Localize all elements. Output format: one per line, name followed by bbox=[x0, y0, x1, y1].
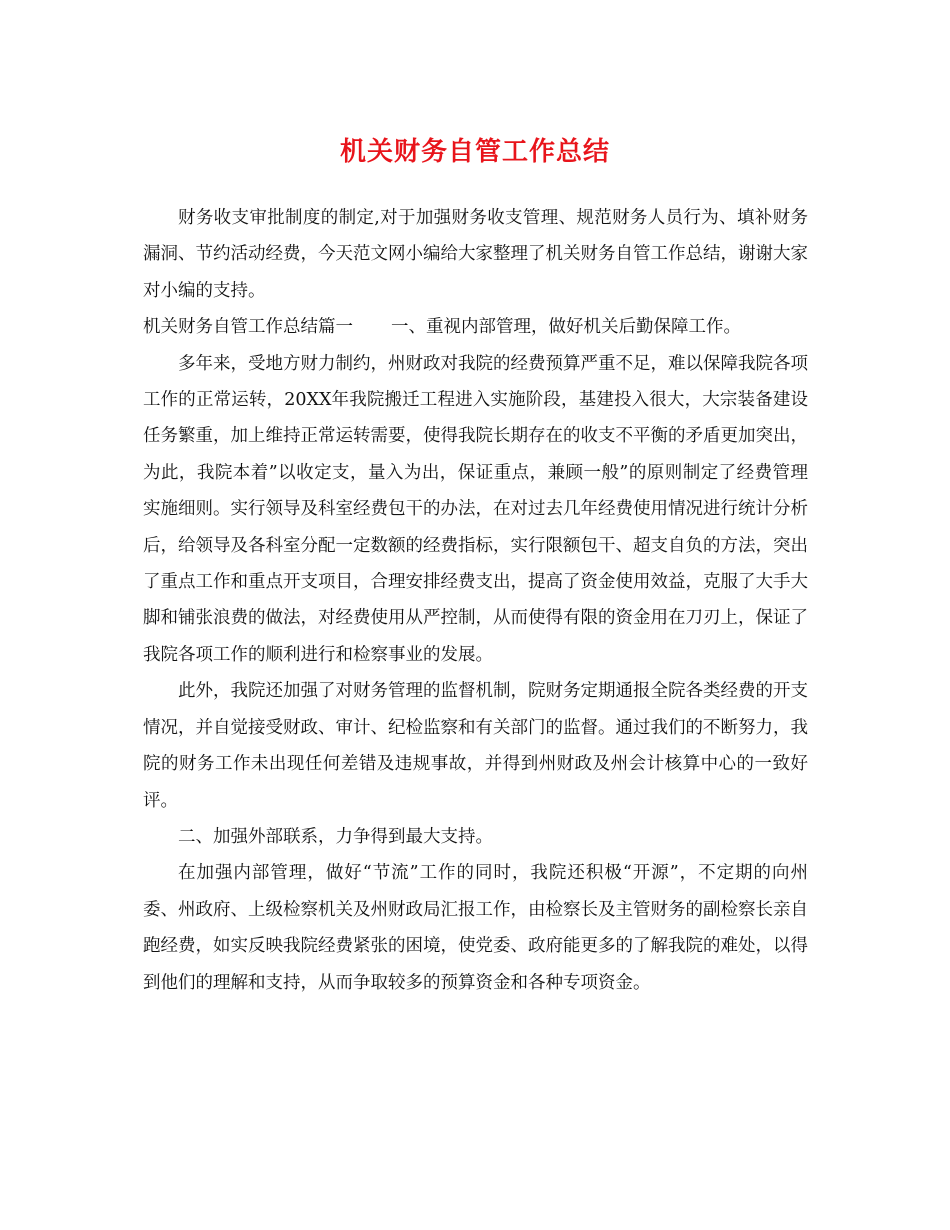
paragraph-1: 多年来，受地方财力制约，州财政对我院的经费预算严重不足，难以保障我院各项工作的正常运转，20XX年我院搬迁工程进入实施阶段，基建投入很大，大宗装备建设任务繁重，加上维持正常运转需要，使得我院长期存在的收支不平衡的矛盾更加突出，为此，我院本着”以收定支，量入为出，保证重点，兼顾一般”的原则制定了经费管理实施细则。实行领导及科室经费包干的办法，在对过去几年经费使用情况进行统计分析后，给领导及各科室分配一定数额的经费指标，实行限额包干、超支自负的方法，突出了重点工作和重点开支项目，合理安排经费支出，提高了资金使用效益，克服了大手大脚和铺张浪费的做法，对经费使用从严控制，从而使得有限的资金用在刀刃上，保证了我院各项工作的顺利进行和检察事业的发展。 bbox=[143, 353, 808, 665]
intro-paragraph: 财务收支审批制度的制定,对于加强财务收支管理、规范财务人员行为、填补财务漏洞、节约活动经费，今天范文网小编给大家整理了机关财务自管工作总结，谢谢大家对小编的支持。 bbox=[143, 208, 808, 301]
section-heading-1: 一、重视内部管理，做好机关后勤保障工作。 bbox=[391, 317, 741, 338]
paragraph-2: 此外，我院还加强了对财务管理的监督机制，院财务定期通报全院各类经费的开支情况，并自觉接受财政、审计、纪检监察和有关部门的监督。通过我们的不断努力，我院的财务工作未出现任何差错及违规事故，并得到州财政及州会计核算中心的一致好评。 bbox=[143, 681, 808, 811]
paragraph-3: 在加强内部管理，做好“节流”工作的同时，我院还积极“开源”，不定期的向州委、州政府、上级检察机关及州财政局汇报工作，由检察长及主管财务的副检察长亲自跑经费，如实反映我院经费紧张的困境，使党委、政府能更多的了解我院的难处，以得到他们的理解和支持，从而争取较多的预算资金和各种专项资金。 bbox=[143, 863, 808, 993]
section-heading-2: 二、加强外部联系，力争得到最大支持。 bbox=[178, 826, 493, 847]
document-body bbox=[143, 200, 808, 1001]
section-title: 机关财务自管工作总结篇一 bbox=[143, 317, 353, 338]
section-line bbox=[143, 309, 808, 345]
document-title: 机关财务自管工作总结 bbox=[339, 137, 610, 167]
